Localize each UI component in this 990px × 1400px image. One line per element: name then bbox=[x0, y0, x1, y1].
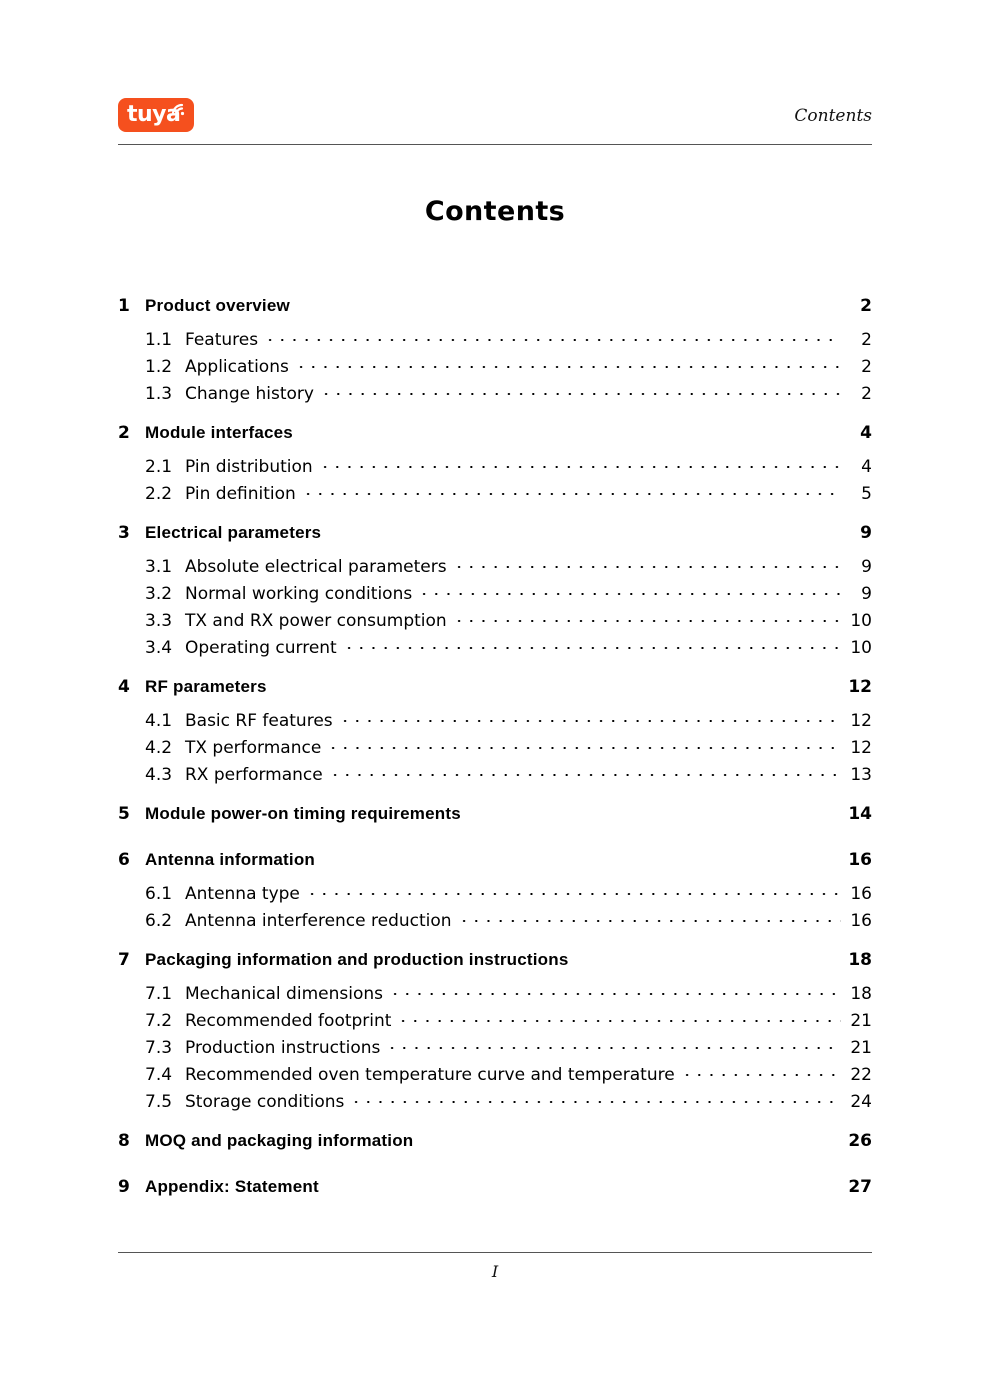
toc-section-number: 7.2 bbox=[145, 1011, 173, 1031]
toc-dot-leader bbox=[389, 982, 841, 999]
toc-section-label: Antenna interference reduction bbox=[185, 911, 452, 931]
toc-section-number: 7.5 bbox=[145, 1092, 173, 1112]
toc-chapter-page: 27 bbox=[848, 1177, 872, 1197]
toc-chapter-number: 8 bbox=[118, 1131, 130, 1151]
toc-chapter-number: 5 bbox=[118, 804, 130, 824]
toc-dot-leader bbox=[386, 1036, 841, 1053]
toc-section-entry[interactable] bbox=[118, 1063, 872, 1090]
toc-section-entry[interactable] bbox=[118, 455, 872, 482]
toc-chapter-label: Appendix: Statement bbox=[145, 1177, 319, 1196]
toc-chapter-entry[interactable] bbox=[118, 523, 872, 555]
toc-section-number: 3.2 bbox=[145, 584, 173, 604]
toc-section-entry[interactable] bbox=[118, 636, 872, 663]
toc-section-entry[interactable] bbox=[118, 1090, 872, 1117]
toc-chapter-page: 14 bbox=[848, 804, 872, 824]
toc-section-entry[interactable] bbox=[118, 982, 872, 1009]
toc-group bbox=[118, 850, 872, 936]
table-of-contents bbox=[118, 296, 872, 1209]
toc-section-label: TX and RX power consumption bbox=[185, 611, 447, 631]
toc-section-entry[interactable] bbox=[118, 355, 872, 382]
toc-dot-leader bbox=[343, 636, 841, 653]
toc-section-label: Features bbox=[185, 330, 259, 350]
tuya-logo bbox=[118, 98, 194, 132]
toc-dot-leader bbox=[295, 355, 841, 372]
toc-section-entry[interactable] bbox=[118, 609, 872, 636]
toc-section-label: Pin definition bbox=[185, 484, 296, 504]
toc-chapter-entry[interactable] bbox=[118, 296, 872, 328]
toc-section-number: 4.3 bbox=[145, 765, 173, 785]
toc-section-page: 10 bbox=[850, 611, 872, 631]
toc-chapter-label: Module interfaces bbox=[145, 423, 293, 442]
footer-page-number: I bbox=[491, 1262, 499, 1281]
toc-dot-leader bbox=[327, 736, 841, 753]
toc-dot-leader bbox=[320, 382, 841, 399]
toc-dot-leader bbox=[458, 909, 841, 926]
toc-chapter-entry[interactable] bbox=[118, 1131, 872, 1163]
toc-section-entry[interactable] bbox=[118, 1036, 872, 1063]
toc-section-page: 12 bbox=[850, 738, 872, 758]
toc-section-number: 7.1 bbox=[145, 984, 173, 1004]
toc-chapter-number: 4 bbox=[118, 677, 130, 697]
toc-section-page: 12 bbox=[850, 711, 872, 731]
toc-section-page: 13 bbox=[850, 765, 872, 785]
toc-section-page: 22 bbox=[850, 1065, 872, 1085]
toc-section-label: Absolute electrical parameters bbox=[185, 557, 447, 577]
toc-chapter-page: 18 bbox=[848, 950, 872, 970]
toc-chapter-page: 26 bbox=[848, 1131, 872, 1151]
toc-dot-leader bbox=[339, 709, 841, 726]
toc-chapter-number: 6 bbox=[118, 850, 130, 870]
toc-section-page: 21 bbox=[850, 1011, 872, 1031]
toc-section-number: 3.3 bbox=[145, 611, 173, 631]
toc-chapter-label: Product overview bbox=[145, 296, 290, 315]
toc-chapter-label: Module power-on timing requirements bbox=[145, 804, 461, 823]
toc-chapter-label: Antenna information bbox=[145, 850, 316, 869]
toc-section-number: 2.1 bbox=[145, 457, 173, 477]
wifi-arc-icon bbox=[171, 102, 186, 116]
footer-divider bbox=[118, 1252, 872, 1253]
toc-section-page: 10 bbox=[850, 638, 872, 658]
toc-section-page: 2 bbox=[861, 357, 872, 377]
page-title: Contents bbox=[424, 196, 566, 227]
toc-section-label: Production instructions bbox=[185, 1038, 381, 1058]
toc-section-entry[interactable] bbox=[118, 882, 872, 909]
toc-dot-leader bbox=[397, 1009, 841, 1026]
toc-chapter-entry[interactable] bbox=[118, 804, 872, 836]
toc-group bbox=[118, 950, 872, 1117]
toc-section-entry[interactable] bbox=[118, 555, 872, 582]
toc-section-label: Applications bbox=[185, 357, 289, 377]
toc-chapter-label: Packaging information and production instructions bbox=[145, 950, 569, 969]
toc-section-number: 6.2 bbox=[145, 911, 173, 931]
toc-group bbox=[118, 804, 872, 836]
header-chapter-title: Contents bbox=[794, 106, 872, 126]
toc-chapter-number: 9 bbox=[118, 1177, 130, 1197]
toc-group bbox=[118, 1131, 872, 1163]
toc-chapter-page: 4 bbox=[860, 423, 872, 443]
toc-chapter-number: 1 bbox=[118, 296, 130, 316]
toc-dot-leader bbox=[264, 328, 841, 345]
toc-section-number: 7.3 bbox=[145, 1038, 173, 1058]
toc-group bbox=[118, 677, 872, 790]
toc-section-entry[interactable] bbox=[118, 909, 872, 936]
toc-section-number: 1.1 bbox=[145, 330, 173, 350]
toc-section-number: 1.3 bbox=[145, 384, 173, 404]
toc-section-label: TX performance bbox=[185, 738, 322, 758]
toc-chapter-entry[interactable] bbox=[118, 677, 872, 709]
toc-section-number: 2.2 bbox=[145, 484, 173, 504]
toc-chapter-page: 2 bbox=[860, 296, 872, 316]
toc-section-label: Storage conditions bbox=[185, 1092, 345, 1112]
toc-section-label: Antenna type bbox=[185, 884, 300, 904]
toc-chapter-page: 9 bbox=[860, 523, 872, 543]
toc-chapter-page: 16 bbox=[848, 850, 872, 870]
toc-chapter-number: 3 bbox=[118, 523, 130, 543]
toc-section-number: 6.1 bbox=[145, 884, 173, 904]
toc-section-page: 16 bbox=[850, 884, 872, 904]
toc-section-page: 5 bbox=[861, 484, 872, 504]
toc-chapter-label: MOQ and packaging information bbox=[145, 1131, 414, 1150]
toc-chapter-entry[interactable] bbox=[118, 1177, 872, 1209]
toc-dot-leader bbox=[453, 609, 841, 626]
page-footer bbox=[118, 1252, 872, 1281]
toc-section-label: Recommended oven temperature curve and temperature bbox=[185, 1065, 675, 1085]
toc-section-page: 24 bbox=[850, 1092, 872, 1112]
toc-dot-leader bbox=[681, 1063, 841, 1080]
toc-section-page: 9 bbox=[861, 584, 872, 604]
toc-section-number: 3.1 bbox=[145, 557, 173, 577]
page-header bbox=[118, 96, 872, 148]
toc-group bbox=[118, 523, 872, 663]
toc-section-label: Pin distribution bbox=[185, 457, 313, 477]
toc-section-label: Change history bbox=[185, 384, 314, 404]
toc-section-page: 21 bbox=[850, 1038, 872, 1058]
toc-group bbox=[118, 1177, 872, 1209]
toc-section-entry[interactable] bbox=[118, 709, 872, 736]
toc-chapter-number: 2 bbox=[118, 423, 130, 443]
toc-section-entry[interactable] bbox=[118, 482, 872, 509]
toc-section-label: Mechanical dimensions bbox=[185, 984, 383, 1004]
header-divider bbox=[118, 144, 872, 145]
toc-section-page: 2 bbox=[861, 330, 872, 350]
toc-section-label: Recommended footprint bbox=[185, 1011, 392, 1031]
toc-section-entry[interactable] bbox=[118, 582, 872, 609]
toc-section-label: Operating current bbox=[185, 638, 337, 658]
toc-section-entry[interactable] bbox=[118, 382, 872, 409]
toc-dot-leader bbox=[302, 482, 841, 499]
toc-chapter-entry[interactable] bbox=[118, 850, 872, 882]
toc-section-page: 4 bbox=[861, 457, 872, 477]
toc-section-page: 9 bbox=[861, 557, 872, 577]
toc-section-label: RX performance bbox=[185, 765, 323, 785]
toc-chapter-entry[interactable] bbox=[118, 423, 872, 455]
toc-group bbox=[118, 296, 872, 409]
toc-dot-leader bbox=[418, 582, 841, 599]
toc-chapter-entry[interactable] bbox=[118, 950, 872, 982]
toc-section-number: 1.2 bbox=[145, 357, 173, 377]
toc-section-entry[interactable] bbox=[118, 736, 872, 763]
toc-section-page: 18 bbox=[850, 984, 872, 1004]
toc-section-number: 7.4 bbox=[145, 1065, 173, 1085]
toc-chapter-number: 7 bbox=[118, 950, 130, 970]
toc-dot-leader bbox=[306, 882, 841, 899]
toc-section-label: Basic RF features bbox=[185, 711, 333, 731]
toc-chapter-label: RF parameters bbox=[145, 677, 267, 696]
toc-section-number: 4.2 bbox=[145, 738, 173, 758]
toc-section-page: 16 bbox=[850, 911, 872, 931]
toc-section-label: Normal working conditions bbox=[185, 584, 413, 604]
toc-section-number: 4.1 bbox=[145, 711, 173, 731]
logo-wordmark: tuya bbox=[127, 102, 181, 127]
toc-group bbox=[118, 423, 872, 509]
toc-section-entry[interactable] bbox=[118, 763, 872, 790]
toc-section-page: 2 bbox=[861, 384, 872, 404]
toc-section-entry[interactable] bbox=[118, 1009, 872, 1036]
toc-chapter-label: Electrical parameters bbox=[145, 523, 322, 542]
toc-dot-leader bbox=[329, 763, 841, 780]
toc-section-entry[interactable] bbox=[118, 328, 872, 355]
toc-dot-leader bbox=[453, 555, 841, 572]
toc-dot-leader bbox=[350, 1090, 841, 1107]
toc-section-number: 3.4 bbox=[145, 638, 173, 658]
toc-dot-leader bbox=[319, 455, 841, 472]
toc-chapter-page: 12 bbox=[848, 677, 872, 697]
